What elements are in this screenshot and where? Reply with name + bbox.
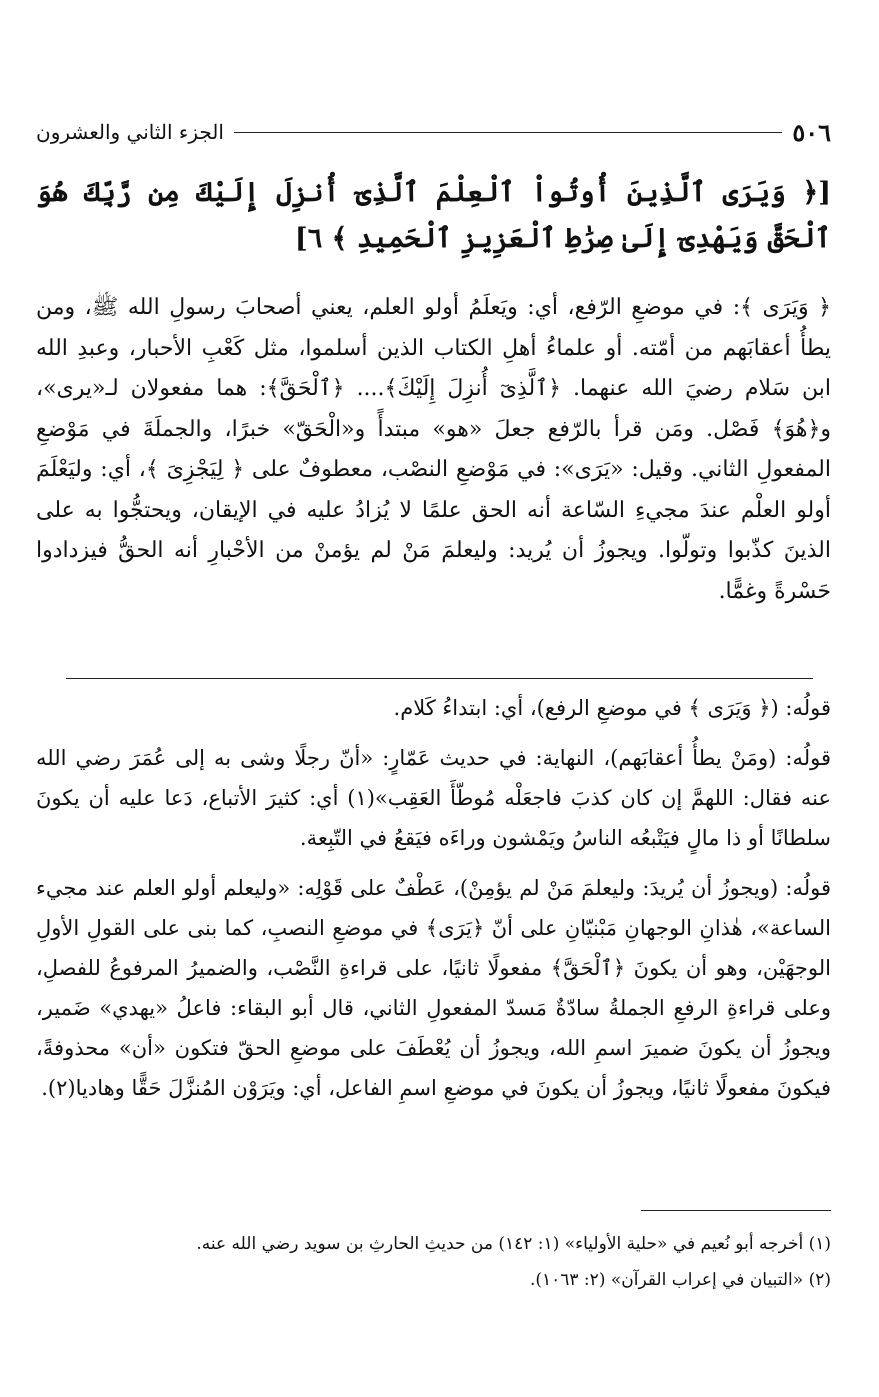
note-paragraph: قولُه: (ويجوزُ أن يُريدَ: وليعلمَ مَنْ لم يؤمِنْ)، عَطْفٌ على قَوْلِه: «وليعلم أولو العلم عند مجيء الساعة»، هٰذانِ الوجهانِ مَبْنيّانِ على أنّ ﴿يَرَى﴾ في موضعِ النصبِ، كما بنى على القولِ الأولِ الوجهَيْن، وهو أن يكونَ ﴿ٱلْحَقَّ﴾ مفعولًا ثانيًا، على قراءةِ النَّصْب، والضميرُ المرفوعُ للفصلِ، وعلى قراءةِ الرفعِ الجملةُ سادّةٌ مَسدّ المفعولِ الثاني، قال أبو البقاء: فاعلُ «يهدي» ضَمير، ويجوزُ أن يكونَ ضميرَ اسمِ الله، ويجوزُ أن يُعْطَفَ على موضعِ الحقّ فتكون «أن» محذوفةً، فيكونَ مفعولًا ثانيًا، ويجوزُ أن يكونَ في موضعِ اسمِ الفاعل، أي: ويَرَوْن المُنزَّلَ حَقًّا وهاديا(٢). (36, 876, 831, 1100)
note-paragraph: قولُه: (﴿ وَيَرَى ﴾ في موضعِ الرفع)، أي: ابتداءُ كَلام. (393, 696, 831, 720)
header-rule (234, 132, 782, 133)
footnote: (١) أخرجه أبو نُعيم في «حلية الأولياء» (١: ١٤٢) من حديثِ الحارثِ بن سويد رضي الله عنه. (196, 1234, 831, 1254)
footnote-rule (641, 1210, 831, 1211)
section-divider (66, 678, 813, 679)
notes-section (36, 688, 831, 1118)
page-header (36, 112, 831, 152)
commentary-paragraph: ﴿ وَيَرَى ﴾: في موضعِ الرّفع، أي: ويَعلَمُ أولو العلم، يعني أصحابَ رسولِ الله ﷺ، ومن يطأُ أعقابَهم من أمّته. أو علماءُ أهلِ الكتاب الذين أسلموا، مثل كَعْبِ الأحبار، وعبدِ الله ابن سَلام رضيَ الله عنهما. ﴿ٱلَّذِىٓ أُنزِلَ إِلَيْكَ﴾.... ﴿ٱلْحَقَّ﴾: هما مفعولان لـ«يرى»، و﴿هُوَ﴾ فَصْل. ومَن قرأ بالرّفع جعلَ «هو» مبتدأً و«الْحَقّ» خبرًا، والجملَةَ في مَوْضعِ المفعولِ الثاني. وقيل: «يَرَى»: في مَوْضعِ النصْب، معطوفٌ على ﴿ لِيَجْزِىَ ﴾، أي: وليَعْلَمَ أولو العلْم عندَ مجيءِ السّاعة أنه الحق علمًا لا يُزادُ عليه في الإيقان، ويحتجُّوا به على الذينَ كذّبوا وتولّوا. ويجوزُ أن يُريد: وليعلمَ مَنْ لم يؤمنْ من الأحْبارِ أنه الحقُّ فيزدادوا حَسْرةً وغمًّا. (36, 295, 831, 604)
footnotes-section (36, 1226, 831, 1298)
note-paragraph: قولُه: (ومَنْ يطأُ أعقابَهم)، النهاية: في حديث عَمّارٍ: «أنّ رجلًا وشى به إلى عُمَرَ رضي الله عنه فقال: اللهمَّ إن كان كذبَ فاجعَلْه مُوطّأَ العَقِب»(١) أي: كثيرَ الأتباع، دَعا عليه أن يكونَ سلطانًا أو ذا مالٍ فيَتْبعُه الناسُ ويَمْشون وراءَه فيَقعُ في التّبِعة. (36, 746, 831, 850)
quran-verse: [﴿ وَيَرَى ٱلَّذِينَ أُوتُواْ ٱلْعِلْمَ ٱلَّذِىٓ أُنزِلَ إِلَيْكَ مِن رَّبِّكَ هُوَ ٱلْحَقَّ وَيَهْدِىٓ إِلَىٰ صِرَٰطِ ٱلْعَزِيزِ ٱلْحَمِيدِ ﴾ ٦] (36, 177, 831, 254)
page-number: ٥٠٦ (792, 117, 831, 147)
running-title: الجزء الثاني والعشرون (36, 120, 224, 144)
footnote: (٢) «التبيان في إعراب القرآن» (٢: ١٠٦٣). (529, 1270, 831, 1290)
